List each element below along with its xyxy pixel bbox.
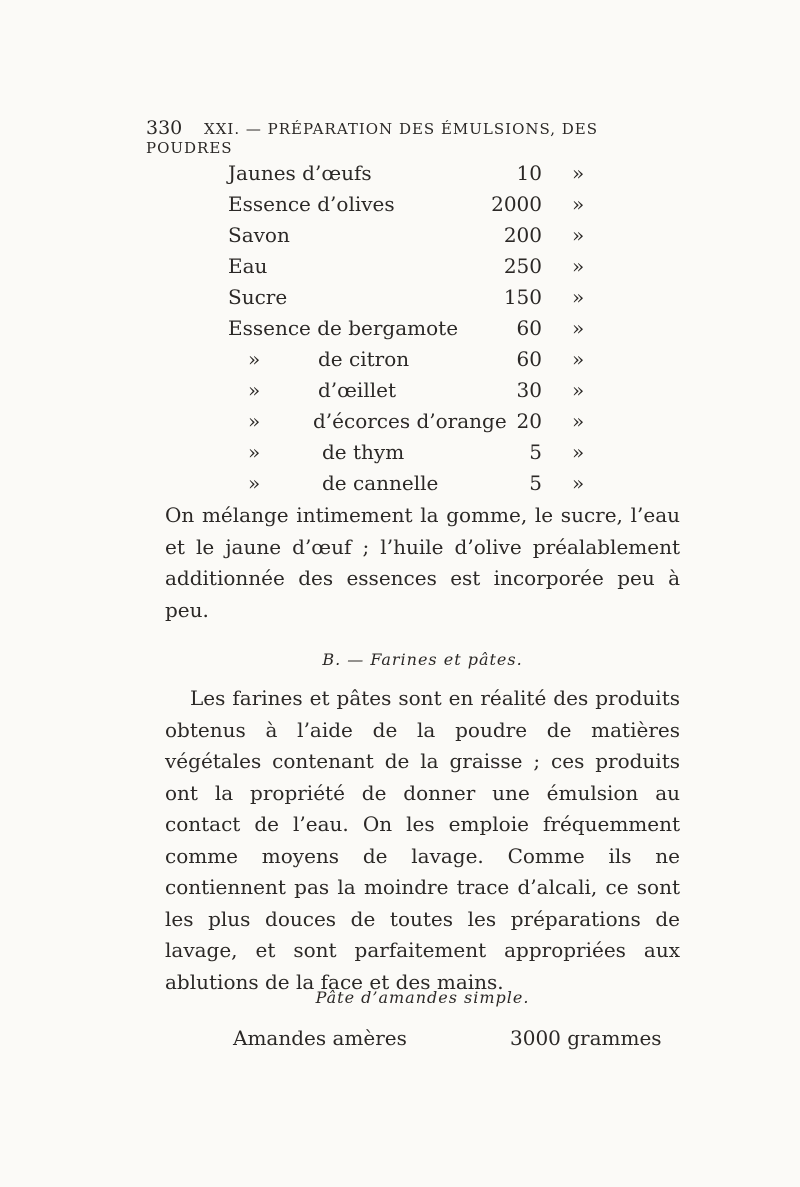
ingredient-name: Essence d’olives <box>228 192 395 216</box>
recipe-row <box>0 192 800 220</box>
recipe-row <box>0 223 800 251</box>
unit-ditto: » <box>572 440 585 464</box>
paragraph-mixing: On mélange intimement la gomme, le sucre, l’eau et le jaune d’œuf ; l’huile d’olive préalablement additionnée des essences est incorporée peu à peu. <box>165 503 680 622</box>
ingredient-name: de thym <box>322 440 405 464</box>
recipe-row <box>0 440 800 468</box>
ditto-mark: » <box>248 409 261 433</box>
recipe-row <box>0 254 800 282</box>
ingredient-name: de cannelle <box>322 471 439 495</box>
ingredient-name: Jaunes d’œufs <box>228 161 372 185</box>
recipe-heading: Pâte d’amandes simple. <box>315 988 530 1007</box>
unit-ditto: » <box>572 409 585 433</box>
ingredient-qty: 5 <box>529 440 542 464</box>
ingredient-name: Sucre <box>228 285 288 309</box>
recipe-row <box>0 409 800 437</box>
ingredient-qty: 30 <box>516 378 542 402</box>
ingredient-name: d’œillet <box>318 378 396 402</box>
recipe-row <box>0 347 800 375</box>
running-title: XXI. — PRÉPARATION DES ÉMULSIONS, DES POUDRES <box>146 120 599 157</box>
ingredient-qty: 5 <box>529 471 542 495</box>
recipe-row <box>0 378 800 406</box>
ingredient-name: Essence de bergamote <box>228 316 459 340</box>
ingredient-qty: 10 <box>516 161 542 185</box>
unit-ditto: » <box>572 378 585 402</box>
section-heading: B. — Farines et pâtes. <box>322 650 523 669</box>
unit-ditto: » <box>572 285 585 309</box>
ditto-mark: » <box>248 347 261 371</box>
recipe-row <box>0 471 800 499</box>
ditto-mark: » <box>248 471 261 495</box>
ingredient-qty: 250 <box>503 254 542 278</box>
paragraph-flours: Les farines et pâtes sont en réalité des produits obtenus à l’aide de la poudre de matières végétales contenant de la graisse ; ces produits ont la propriété de donner une émulsion au contact de l’eau. On les emploie fréquemment comme moyens de lavage. Comme ils ne contiennent pas la moindre trace d’alcali, ce sont les plus douces de toutes les préparations de lavage, et sont parfaitement appropriées aux ablutions de la face et des mains. <box>165 686 680 994</box>
running-head <box>146 117 676 157</box>
ingredient-name: Eau <box>228 254 268 278</box>
recipe-row <box>0 161 800 189</box>
ditto-mark: » <box>248 440 261 464</box>
ingredient-qty: 200 <box>503 223 542 247</box>
ingredient-qty: 2000 <box>491 192 542 216</box>
ingredient-qty: 20 <box>516 409 542 433</box>
unit-ditto: » <box>572 347 585 371</box>
ditto-mark: » <box>248 378 261 402</box>
ingredient-qty: 3000 grammes <box>510 1026 662 1050</box>
page-number: 330 <box>146 117 183 139</box>
recipe-row <box>0 285 800 313</box>
unit-ditto: » <box>572 471 585 495</box>
ingredient-qty: 60 <box>516 316 542 340</box>
unit-ditto: » <box>572 223 585 247</box>
unit-ditto: » <box>572 254 585 278</box>
ingredient-qty: 150 <box>503 285 542 309</box>
recipe-row <box>0 316 800 344</box>
ingredient-name: Savon <box>228 223 290 247</box>
unit-ditto: » <box>572 161 585 185</box>
ingredient-name: d’écorces d’orange <box>313 409 507 433</box>
ingredient-name: de citron <box>318 347 410 371</box>
unit-ditto: » <box>572 316 585 340</box>
unit-ditto: » <box>572 192 585 216</box>
ingredient-qty: 60 <box>516 347 542 371</box>
ingredient-name: Amandes amères <box>233 1026 407 1050</box>
